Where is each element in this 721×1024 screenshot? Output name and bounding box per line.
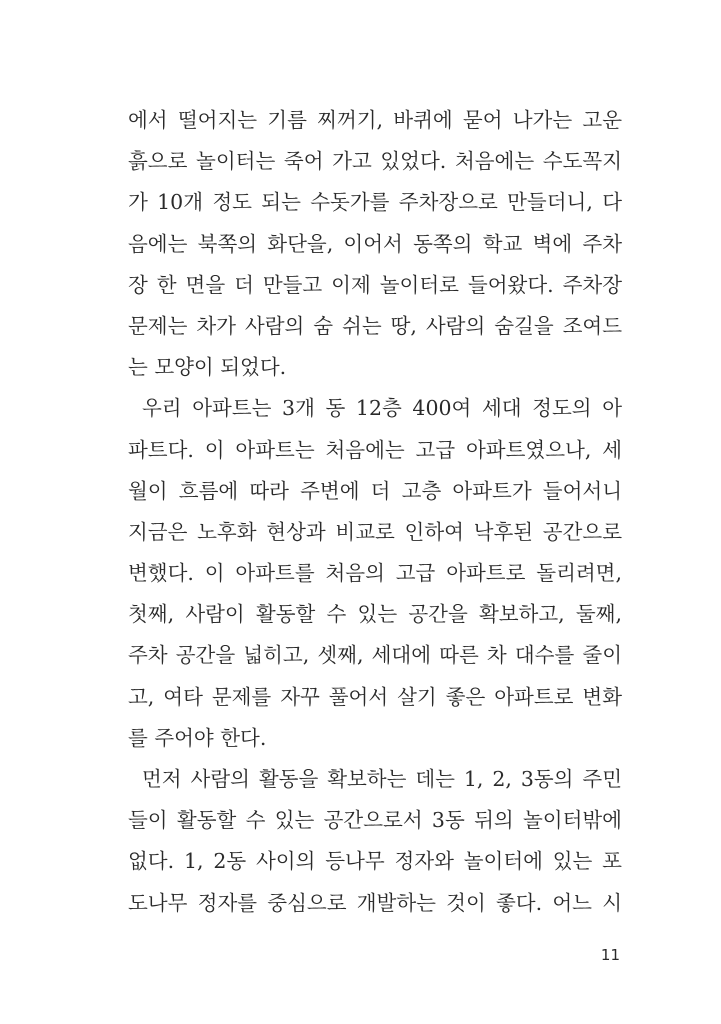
- text-line: 장 한 면을 더 만들고 이제 놀이터로 들어왔다. 주차장: [128, 272, 622, 297]
- text-line: 에서 떨어지는 기름 찌꺼기, 바퀴에 묻어 나가는 고운: [128, 108, 622, 132]
- text-line: 없다. 1, 2동 사이의 등나무 정자와 놀이터에 있는 포: [128, 849, 622, 874]
- text-line: 고, 여타 문제를 자꾸 풀어서 살기 좋은 아파트로 변화: [128, 684, 622, 709]
- text-line: 흙으로 놀이터는 죽어 가고 있었다. 처음에는 수도꼭지: [128, 149, 622, 174]
- text-line: 문제는 차가 사람의 숨 쉬는 땅, 사람의 숨길을 조여드: [128, 313, 622, 338]
- body-text: [128, 100, 622, 924]
- text-line: 주차 공간을 넓히고, 셋째, 세대에 따른 차 대수를 줄이: [128, 643, 622, 668]
- page-number: 11: [600, 946, 620, 964]
- text-line: 변했다. 이 아파트를 처음의 고급 아파트로 돌리려면,: [128, 561, 622, 586]
- text-line: 파트다. 이 아파트는 처음에는 고급 아파트였으나, 세: [128, 437, 622, 462]
- text-line: 도나무 정자를 중심으로 개발하는 것이 좋다. 어느 시: [128, 890, 622, 915]
- text-line: 첫째, 사람이 활동할 수 있는 공간을 확보하고, 둘째,: [128, 602, 622, 627]
- text-line: 가 10개 정도 되는 수돗가를 주차장으로 만들더니, 다: [128, 190, 622, 215]
- text-line: 지금은 노후화 현상과 비교로 인하여 낙후된 공간으로: [128, 519, 622, 544]
- text-line: 먼저 사람의 활동을 확보하는 데는 1, 2, 3동의 주민: [142, 767, 622, 791]
- text-line: 우리 아파트는 3개 동 12층 400여 세대 정도의 아: [142, 396, 622, 421]
- text-line: 를 주어야 한다.: [128, 725, 267, 750]
- text-line: 음에는 북쪽의 화단을, 이어서 동쪽의 학교 벽에 주차: [128, 231, 622, 256]
- text-line: 월이 흐름에 따라 주변에 더 고층 아파트가 들어서니: [128, 478, 622, 503]
- text-line: 들이 활동할 수 있는 공간으로서 3동 뒤의 놀이터밖에: [128, 808, 622, 833]
- text-line: 는 모양이 되었다.: [128, 355, 287, 380]
